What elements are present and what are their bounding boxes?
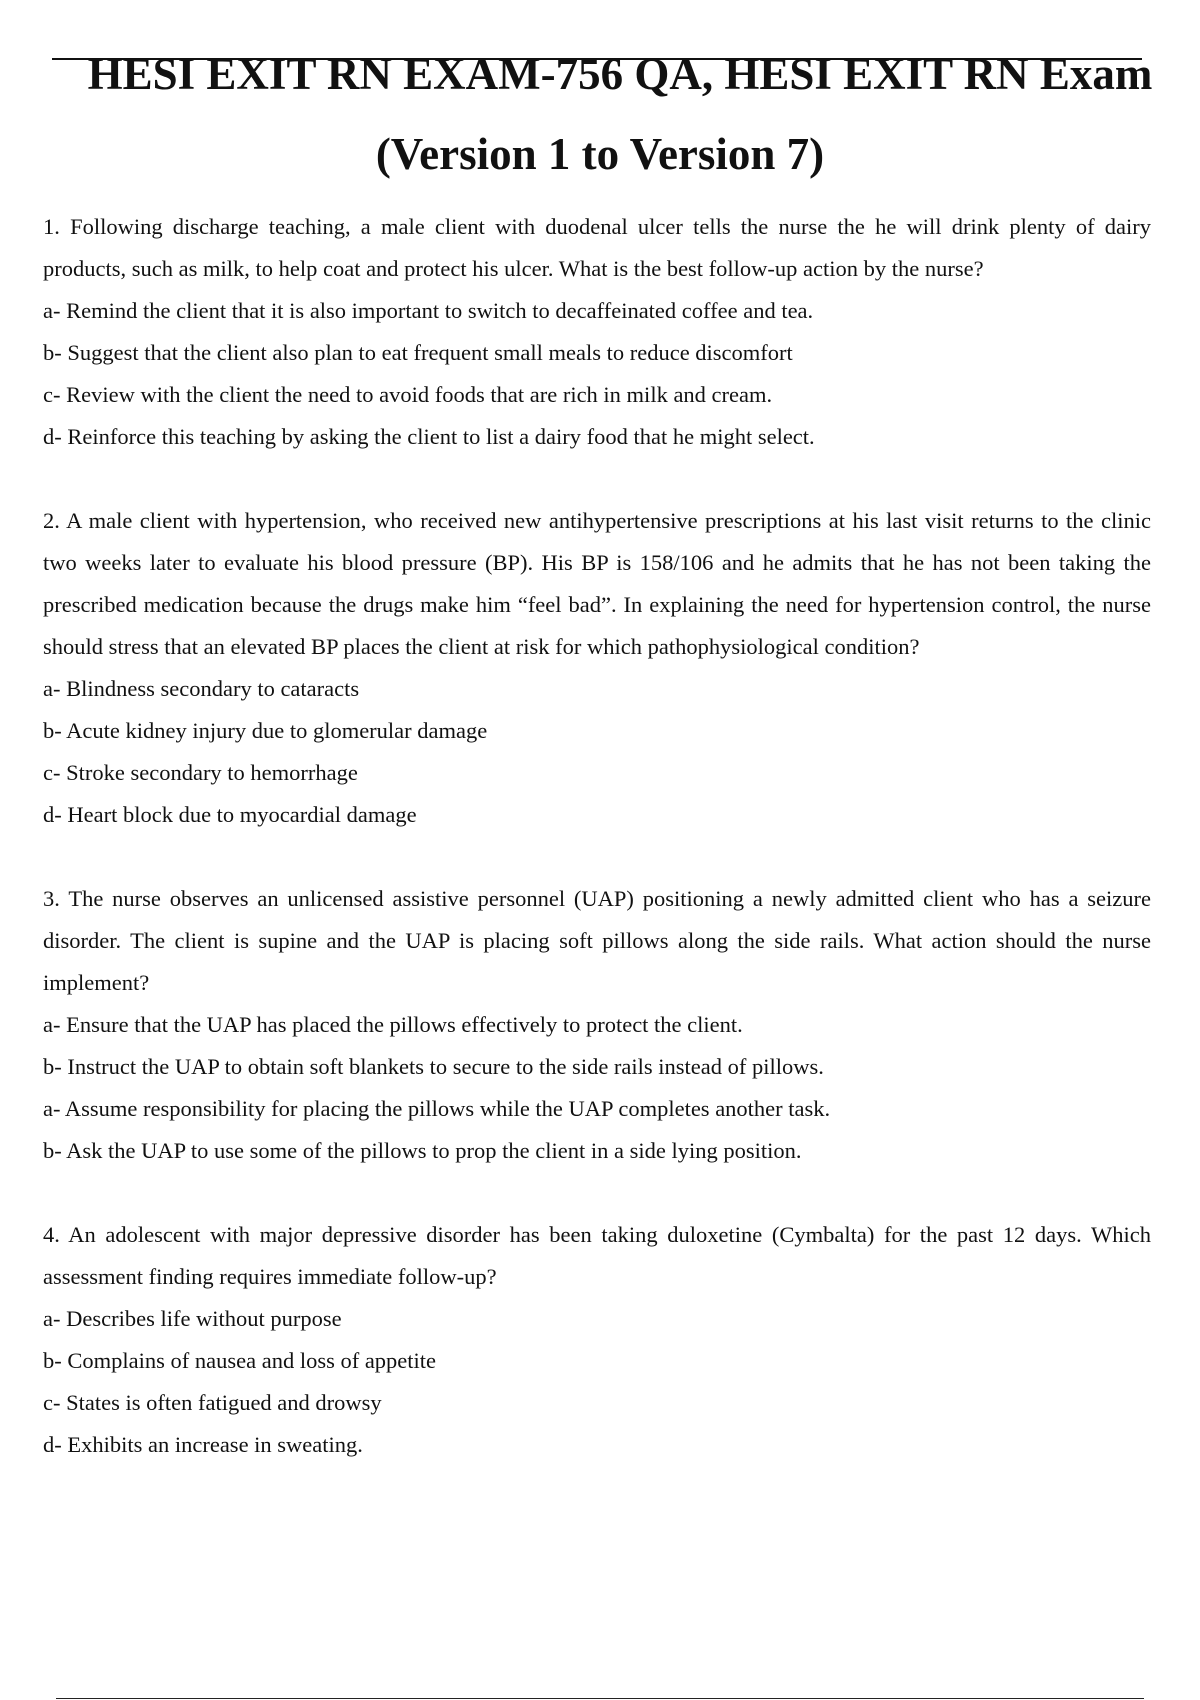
answer-option: a- Blindness secondary to cataracts [43,676,360,701]
answer-option: c- Review with the client the need to avoid foods that are rich in milk and cream. [43,382,773,407]
question-stem: 2. A male client with hypertension, who received new antihypertensive prescriptions at his last visit returns to the clinic two weeks later to evaluate his blood pressure (BP). His BP is 158/106 and he admits that he has not been taking the prescribed medication because the drugs make him “feel bad”. In explaining the need for hypertension control, the nurse should stress that an elevated BP places the client at risk for which pathophysiological condition? [43,508,1151,659]
answer-option: c- Stroke secondary to hemorrhage [43,760,358,785]
answer-option: b- Ask the UAP to use some of the pillows to prop the client in a side lying position. [43,1138,802,1163]
answer-option: a- Assume responsibility for placing the pillows while the UAP completes another task. [43,1096,831,1121]
question-4 [43,1214,1151,1466]
answer-option: d- Exhibits an increase in sweating. [43,1432,363,1457]
question-2 [43,500,1151,836]
answer-option: c- States is often fatigued and drowsy [43,1390,382,1415]
document-title-line-1: HESI EXIT RN EXAM-756 QA, HESI EXIT RN Exam [87,49,1153,99]
answer-option: a- Ensure that the UAP has placed the pillows effectively to protect the client. [43,1012,743,1037]
question-stem: 3. The nurse observes an unlicensed assistive personnel (UAP) positioning a newly admitted client who has a seizure disorder. The client is supine and the UAP is placing soft pillows along the side rails. What action should the nurse implement? [43,886,1151,995]
answer-option: b- Suggest that the client also plan to eat frequent small meals to reduce discomfort [43,340,793,365]
question-1 [43,206,1151,458]
answer-option: a- Remind the client that it is also important to switch to decaffeinated coffee and tea. [43,298,814,323]
question-stem: 4. An adolescent with major depressive disorder has been taking duloxetine (Cymbalta) for the past 12 days. Which assessment finding requires immediate follow-up? [43,1222,1151,1289]
document-title-line-2: (Version 1 to Version 7) [375,129,825,179]
answer-option: d- Reinforce this teaching by asking the client to list a dairy food that he might select. [43,424,815,449]
footer-divider [56,1698,1144,1699]
question-3 [43,878,1151,1172]
question-stem: 1. Following discharge teaching, a male client with duodenal ulcer tells the nurse the he will drink plenty of dairy products, such as milk, to help coat and protect his ulcer. What is the best follow-up action by the nurse? [43,214,1151,281]
answer-option: b- Acute kidney injury due to glomerular damage [43,718,488,743]
question-list [43,206,1151,1508]
answer-option: d- Heart block due to myocardial damage [43,802,417,827]
answer-option: b- Complains of nausea and loss of appetite [43,1348,437,1373]
answer-option: b- Instruct the UAP to obtain soft blankets to secure to the side rails instead of pillows. [43,1054,824,1079]
answer-option: a- Describes life without purpose [43,1306,342,1331]
